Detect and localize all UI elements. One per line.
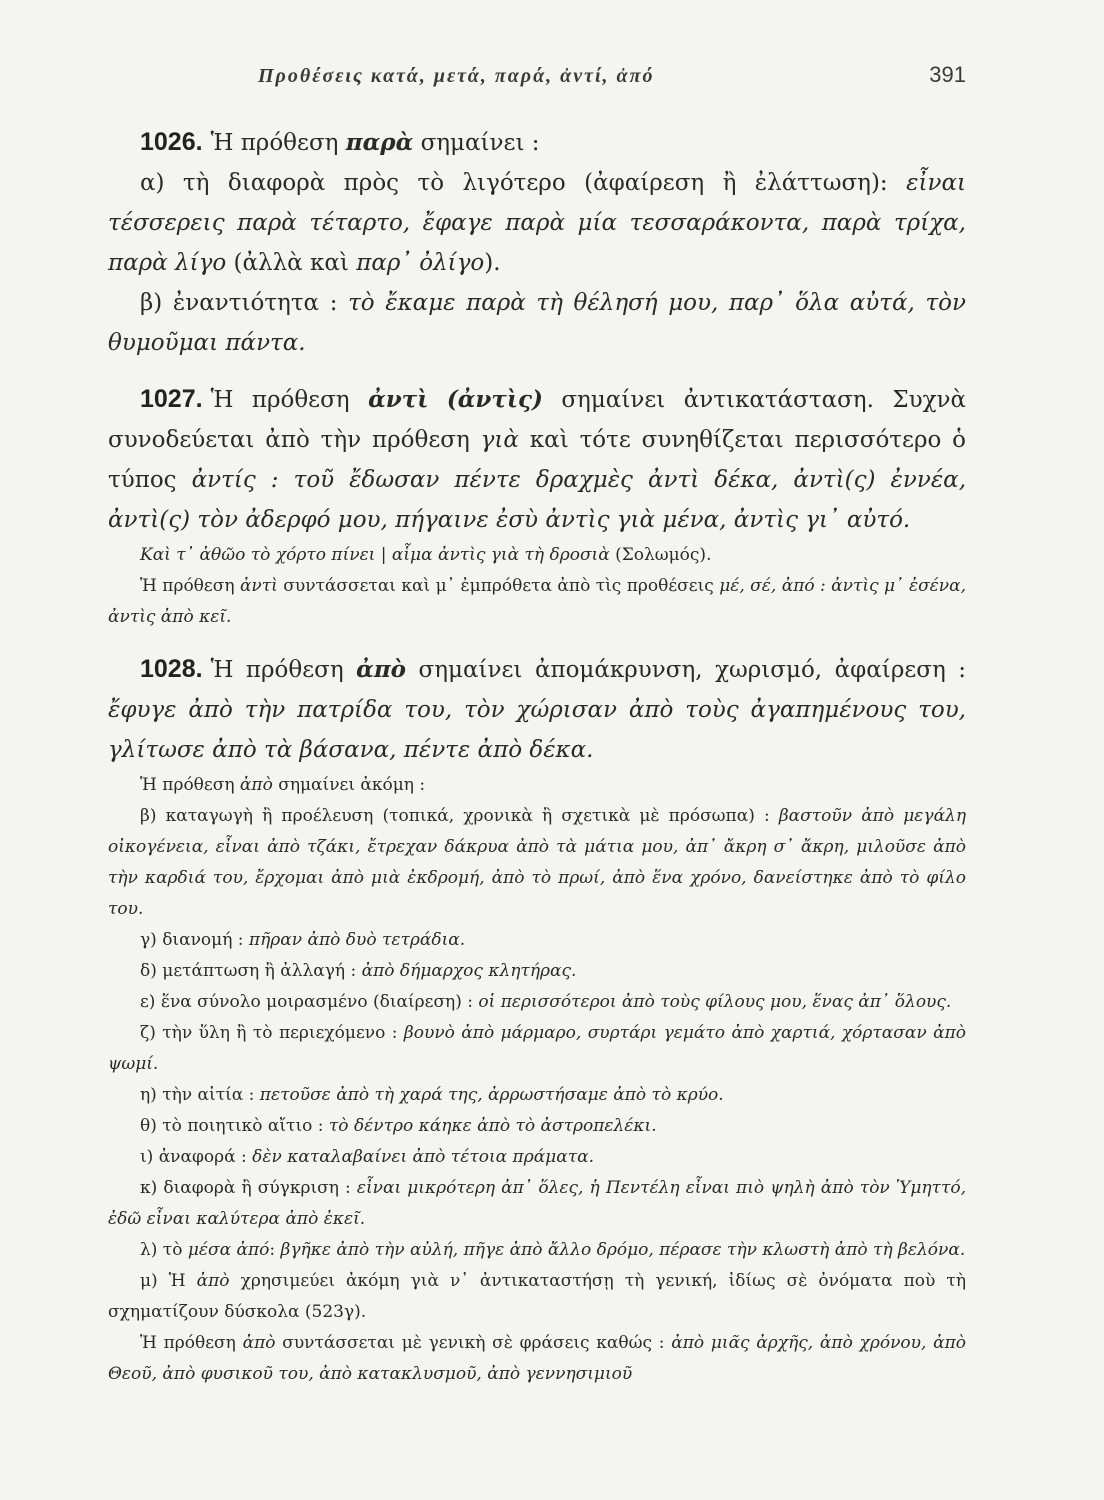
section-number: 1026.: [140, 128, 203, 156]
section-1027-note: Ἡ πρόθεση ἀντὶ συντάσσεται καὶ μ᾽ ἐμπρόθετα ἀπὸ τὶς προθέσεις μέ, σέ, ἀπό : ἀντὶς μ᾽ ἐσένα, ἀντὶς ἀπὸ κεῖ.: [108, 576, 967, 627]
list-item: θ) τὸ ποιητικὸ αἴτιο : τὸ δέντρο κάηκε ἀπὸ τὸ ἀστροπελέκι.: [140, 1116, 657, 1136]
list-item: γ) διανομή : πῆραν ἀπὸ δυὸ τετράδια.: [140, 930, 466, 950]
section-1028-also: Ἡ πρόθεση ἀπὸ σημαίνει ἀκόμη :: [140, 775, 426, 795]
section-number: 1028.: [140, 655, 203, 683]
list-item: η) τὴν αἰτία : πετοῦσε ἀπὸ τὴ χαρά της, ἀρρωστήσαμε ἀπὸ τὸ κρύο.: [140, 1085, 724, 1105]
page-number: 391: [929, 62, 966, 87]
section-1028-text: 1028. Ἡ πρόθεση ἀπὸ σημαίνει ἀπομάκρυνση, χωρισμό, ἀφαίρεση : ἔφυγε ἀπὸ τὴν πατρίδα του, τὸν χώρισαν ἀπὸ τοὺς ἀγαπημένους του, γλίτωσε ἀπὸ τὰ βάσανα, πέντε ἀπὸ δέκα.: [108, 655, 966, 763]
list-item: ι) ἀναφορά : δὲν καταλαβαίνει ἀπὸ τέτοια πράματα.: [140, 1147, 594, 1167]
section-1026-item-b: β) ἐναντιότητα : τὸ ἔκαμε παρὰ τὴ θέλησή μου, παρ᾽ ὅλα αὐτά, τὸν θυμοῦμαι πάντα.: [108, 290, 967, 356]
list-item: κ) διαφορὰ ἢ σύγκριση : εἶναι μικρότερη ἀπ᾽ ὅλες, ἡ Πεντέλη εἶναι πιὸ ψηλὴ ἀπὸ τὸν Ὑμηττό, ἐδῶ εἶναι καλύτερα ἀπὸ ἐκεῖ.: [108, 1178, 967, 1229]
list-item: δ) μετάπτωση ἢ ἀλλαγή : ἀπὸ δήμαρχος κλητήρας.: [140, 961, 577, 981]
section-number: 1027.: [140, 385, 203, 413]
list-item: μ) Ἡ ἀπὸ χρησιμεύει ἀκόμη γιὰ ν᾽ ἀντικαταστήσῃ τὴ γενική, ἰδίως σὲ ὀνόματα ποὺ τὴ σχηματίζουν δύσκολα (523γ).: [108, 1271, 966, 1322]
list-item: ε) ἕνα σύνολο μοιρασμένο (διαίρεση) : οἱ περισσότεροι ἀπὸ τοὺς φίλους μου, ἕνας ἀπ᾽ ὅλους.: [140, 992, 952, 1012]
section-1028-final: Ἡ πρόθεση ἀπὸ συντάσσεται μὲ γενικὴ σὲ φράσεις καθώς : ἀπὸ μιᾶς ἀρχῆς, ἀπὸ χρόνου, ἀπὸ Θεοῦ, ἀπὸ φυσικοῦ του, ἀπὸ κατακλυσμοῦ, ἀπὸ γεννησιμιοῦ: [108, 1333, 967, 1384]
section-1027-quote: Καὶ τ᾽ ἀθῶο τὸ χόρτο πίνει | αἷμα ἀντὶς γιὰ τὴ δροσιὰ (Σολωμός).: [140, 545, 712, 565]
running-head-title: Προθέσεις κατά, μετά, παρά, ἀντί, ἀπό: [258, 65, 655, 87]
running-head: [258, 62, 966, 88]
list-item: λ) τὸ μέσα ἀπό: βγῆκε ἀπὸ τὴν αὐλή, πῆγε ἀπὸ ἄλλο δρόμο, πέρασε τὴν κλωστὴ ἀπὸ τὴ βελόνα.: [140, 1240, 966, 1260]
section-1026-item-a: α) τὴ διαφορὰ πρὸς τὸ λιγότερο (ἀφαίρεση ἢ ἐλάττωση): εἶναι τέσσερεις παρὰ τέταρτο, ἔφαγε παρὰ μία τεσσαράκοντα, παρὰ τρίχα, παρὰ λίγο (ἀλλὰ καὶ παρ᾽ ὀλίγο).: [108, 170, 967, 276]
section-1027-text: 1027. Ἡ πρόθεση ἀντὶ (ἀντὶς) σημαίνει ἀντικατάσταση. Συχνὰ συνοδεύεται ἀπὸ τὴν πρόθεση γιὰ καὶ τότε συνηθίζεται περισσότερο ὁ τύπος ἀντίς : τοῦ ἔδωσαν πέντε δραχμὲς ἀντὶ δέκα, ἀντὶ(ς) ἐννέα, ἀντὶ(ς) τὸν ἀδερφό μου, πήγαινε ἐσὺ ἀντὶς γιὰ μένα, ἀντὶς γι᾽ αὐτό.: [108, 385, 967, 533]
section-1026-heading: 1026. Ἡ πρόθεση παρὰ σημαίνει :: [140, 128, 540, 156]
list-item: ζ) τὴν ὕλη ἢ τὸ περιεχόμενο : βουνὸ ἀπὸ μάρμαρο, συρτάρι γεμάτο ἀπὸ χαρτιά, χόρτασαν ἀπὸ ψωμί.: [108, 1023, 967, 1074]
list-item: β) καταγωγὴ ἢ προέλευση (τοπικά, χρονικὰ ἢ σχετικὰ μὲ πρόσωπα) : βαστοῦν ἀπὸ μεγάλη οἰκογένεια, εἶναι ἀπὸ τζάκι, ἔτρεχαν δάκρυα ἀπὸ τὰ μάτια μου, ἀπ᾽ ἄκρη σ᾽ ἄκρη, μιλοῦσε ἀπὸ τὴν καρδιά του, ἔρχομαι ἀπὸ μιὰ ἐκδρομή, ἀπὸ τὸ πρωί, ἀπὸ ἕνα χρόνο, δανείστηκε ἀπὸ τὸ φίλο του.: [108, 806, 967, 919]
